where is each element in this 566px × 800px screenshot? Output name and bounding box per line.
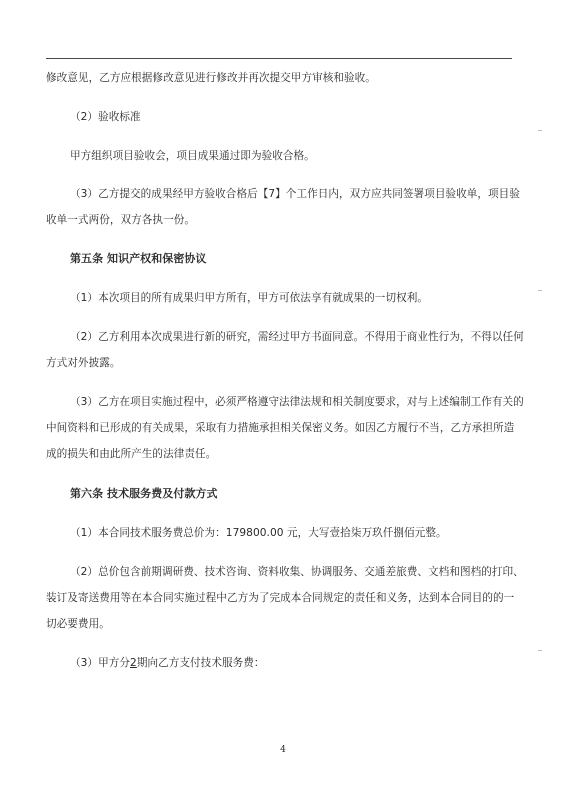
- body-text-line: 修改意见，乙方应根据修改意见进行修改并再次提交甲方审核和验收。: [46, 72, 376, 84]
- payment-phrase-prefix: （3）甲方分: [70, 657, 131, 669]
- payment-phrase-suffix: 期向乙方支付技术服务费：: [136, 657, 265, 669]
- body-text-line: 甲方组织项目验收会，项目成果通过即为验收合格。: [70, 150, 315, 162]
- margin-mark: [538, 650, 542, 651]
- body-text-line: 切必要费用。: [46, 618, 110, 630]
- body-text-line: [70, 656, 265, 670]
- body-text-line: （1）本次项目的所有成果归甲方所有，甲方可依法享有就成果的一切权利。: [70, 292, 429, 304]
- body-text-line: 成的损失和由此所产生的法律责任。: [46, 448, 217, 460]
- article-heading: 第五条 知识产权和保密协议: [70, 252, 207, 265]
- margin-mark: [538, 290, 542, 291]
- installment-count: 2: [130, 657, 137, 669]
- page-number: 4: [280, 745, 286, 755]
- body-text-line: （3）乙方提交的成果经甲方验收合格后【7】个工作日内，双方应共同签署项目验收单，项目验: [70, 188, 520, 200]
- body-text-line: （3）乙方在项目实施过程中，必须严格遵守法律法规和相关制度要求，对与上述编制工作有关的: [70, 396, 524, 408]
- body-text-line: （2）乙方利用本次成果进行新的研究，需经过甲方书面同意。不得用于商业性行为，不得以任何: [70, 331, 524, 343]
- body-text-line: 装订及寄送费用等在本合同实施过程中乙方为了完成本合同规定的责任和义务，达到本合同目的的一: [46, 592, 515, 604]
- body-text-line: 收单一式两份，双方各执一份。: [46, 214, 196, 226]
- body-text-line: 方式对外披露。: [46, 357, 121, 369]
- margin-mark: [538, 130, 542, 131]
- body-text-line: （2）总价包含前期调研费、技术咨询、资料收集、协调服务、交通差旅费、文档和图档的打印、: [70, 566, 524, 578]
- body-text-line: 中间资料和已形成的有关成果，采取有力措施承担相关保密义务。如因乙方履行不当，乙方承担所造: [46, 422, 515, 434]
- header-rule: [46, 58, 512, 59]
- body-text-line: （1）本合同技术服务费总价为：179800.00 元，大写壹拾柒万玖仟捌佰元整。: [70, 527, 447, 539]
- section-subheading: （2）验收标准: [70, 111, 141, 123]
- article-heading: 第六条 技术服务费及付款方式: [70, 487, 218, 500]
